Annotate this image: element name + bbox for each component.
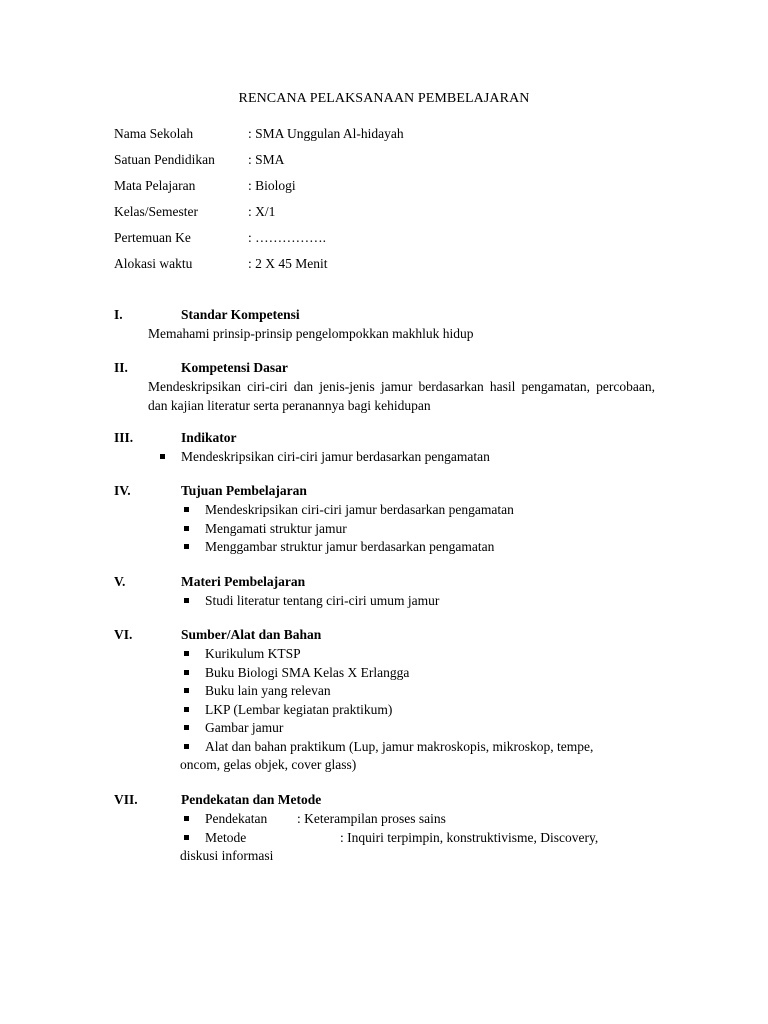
metode-label: Metode [205, 829, 247, 845]
list-item [184, 829, 655, 848]
metode-value: : Inquiri terpimpin, konstruktivisme, Discovery, [340, 829, 599, 845]
bullet-list [114, 448, 655, 467]
identity-value: : X/1 [248, 204, 276, 219]
pendekatan-label: Pendekatan [205, 811, 268, 826]
document-title: RENCANA PELAKSANAAN PEMBELAJARAN [238, 91, 530, 106]
bullet-square-icon [184, 707, 189, 712]
list-item [184, 810, 655, 829]
bullet-list [114, 501, 655, 557]
list-item-continuation: diskusi informasi [180, 848, 274, 863]
list-item-text: LKP (Lembar kegiatan praktikum) [205, 701, 393, 717]
list-item-text: Mengamati struktur jamur [205, 520, 347, 536]
section-indikator [114, 429, 655, 467]
bullet-square-icon [184, 544, 189, 549]
bullet-square-icon [184, 507, 189, 512]
section-number: I. [114, 307, 123, 322]
bullet-square-icon [184, 835, 189, 840]
section-number: VII. [114, 792, 138, 807]
list-item [184, 645, 655, 664]
section-heading: Kompetensi Dasar [181, 360, 288, 375]
bullet-square-icon [184, 598, 189, 603]
bullet-square-icon [160, 454, 165, 459]
section-number: VI. [114, 627, 133, 642]
section-heading: Tujuan Pembelajaran [181, 483, 307, 498]
list-item-text: Gambar jamur [205, 720, 284, 735]
identity-row [114, 203, 404, 229]
identity-row [114, 255, 404, 281]
list-item [160, 448, 655, 467]
identity-row [114, 151, 404, 177]
list-item [184, 701, 655, 720]
list-item [184, 592, 655, 611]
section-pendekatan-metode [114, 791, 655, 866]
section-heading: Pendekatan dan Metode [181, 792, 322, 807]
section-number: V. [114, 574, 126, 589]
list-item-text: Menggambar struktur jamur berdasarkan pengamatan [205, 539, 495, 554]
identity-block [114, 125, 404, 281]
section-sumber-alat-bahan [114, 626, 655, 775]
list-item-text: Mendeskripsikan ciri-ciri jamur berdasarkan pengamatan [205, 502, 514, 517]
list-item [184, 520, 655, 539]
bullet-square-icon [184, 526, 189, 531]
identity-row [114, 229, 404, 255]
section-tujuan-pembelajaran [114, 482, 655, 557]
list-item-text: Studi literatur tentang ciri-ciri umum jamur [205, 593, 440, 608]
identity-label: Nama Sekolah [114, 126, 194, 141]
list-item-text: Buku Biologi SMA Kelas X Erlangga [205, 664, 410, 680]
section-kompetensi-dasar [114, 359, 655, 415]
bullet-square-icon [184, 744, 189, 749]
identity-label: Mata Pelajaran [114, 178, 196, 193]
identity-label: Pertemuan Ke [114, 230, 191, 245]
section-heading: Indikator [181, 430, 237, 445]
identity-value: : ……………. [248, 230, 327, 245]
section-text: Mendeskripsikan ciri-ciri dan jenis-jenis jamur berdasarkan hasil pengamatan, percobaan, dan kajian literatur serta peranannya bagi kehidupan [148, 379, 655, 413]
section-heading: Materi Pembelajaran [181, 574, 306, 589]
list-item-text: Kurikulum KTSP [205, 646, 301, 661]
bullet-square-icon [184, 816, 189, 821]
list-item [184, 501, 655, 520]
pendekatan-value: : Keterampilan proses sains [297, 811, 446, 826]
bullet-square-icon [184, 670, 189, 675]
list-item-text: Mendeskripsikan ciri-ciri jamur berdasarkan pengamatan [181, 449, 490, 464]
section-text: Memahami prinsip-prinsip pengelompokkan makhluk hidup [148, 326, 474, 341]
identity-label: Satuan Pendidikan [114, 152, 215, 167]
identity-label: Kelas/Semester [114, 204, 198, 219]
identity-value: : 2 X 45 Menit [248, 256, 328, 271]
section-number: IV. [114, 483, 131, 498]
list-item-text: Alat dan bahan praktikum (Lup, jamur makroskopis, mikroskop, tempe, [205, 738, 594, 754]
list-item [184, 538, 655, 557]
identity-row [114, 125, 404, 151]
section-materi-pembelajaran [114, 573, 655, 611]
bullet-square-icon [184, 651, 189, 656]
identity-value: : Biologi [248, 178, 296, 193]
identity-row [114, 177, 404, 203]
section-heading: Standar Kompetensi [181, 307, 300, 322]
bullet-list [114, 810, 655, 847]
list-item [184, 664, 655, 683]
identity-label: Alokasi waktu [114, 256, 193, 271]
list-item-continuation: oncom, gelas objek, cover glass) [180, 757, 357, 772]
list-item [184, 738, 655, 757]
list-item-text: Buku lain yang relevan [205, 683, 331, 698]
section-standar-kompetensi [114, 306, 655, 344]
list-item [184, 719, 655, 738]
bullet-list [114, 592, 655, 611]
identity-value: : SMA Unggulan Al-hidayah [248, 126, 404, 141]
bullet-list [114, 645, 655, 756]
list-item [184, 682, 655, 701]
identity-value: : SMA [248, 152, 285, 167]
section-number: II. [114, 360, 128, 375]
section-number: III. [114, 430, 134, 445]
bullet-square-icon [184, 725, 189, 730]
bullet-square-icon [184, 688, 189, 693]
section-heading: Sumber/Alat dan Bahan [181, 627, 322, 642]
